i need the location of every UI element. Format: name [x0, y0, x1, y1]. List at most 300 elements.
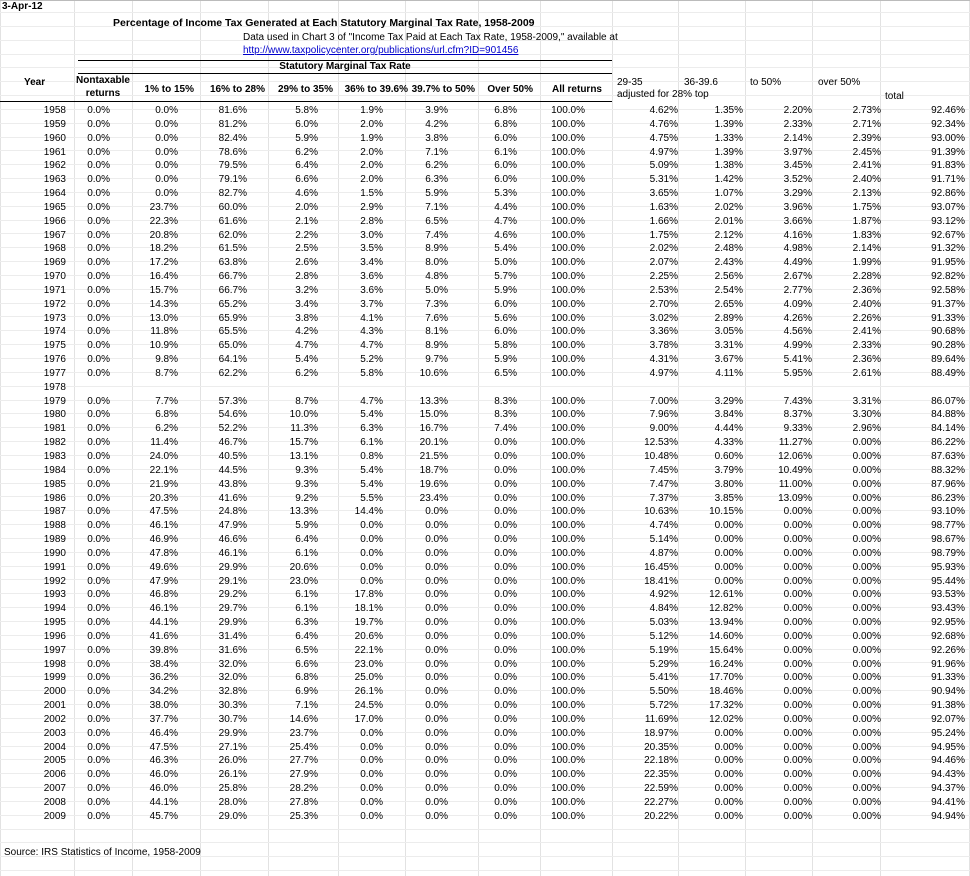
cell-nontaxable: 0.0%	[87, 229, 110, 241]
cell-total: 91.71%	[931, 174, 965, 186]
cell-r39-50: 0.0%	[425, 575, 448, 587]
cell-adj-over-50: 2.40%	[852, 298, 881, 310]
cell-all-returns: 100.0%	[551, 340, 585, 352]
cell-adj-36-39: 1.39%	[714, 118, 743, 130]
cell-r29-35: 3.4%	[295, 298, 318, 310]
cell-adj-36-39: 3.31%	[714, 340, 743, 352]
cell-r29-35: 23.7%	[289, 727, 318, 739]
cell-r39-50: 8.9%	[425, 243, 448, 255]
cell-adj-36-39: 4.44%	[714, 423, 743, 435]
cell-nontaxable: 0.0%	[87, 174, 110, 186]
cell-adj-29-35: 1.75%	[649, 229, 678, 241]
cell-r36-39: 3.6%	[360, 284, 383, 296]
cell-r16-28: 29.2%	[218, 589, 247, 601]
cell-r39-50: 0.0%	[425, 603, 448, 615]
cell-over-50: 5.8%	[494, 340, 517, 352]
col-header-16-28: 16% to 28%	[209, 84, 265, 95]
cell-r1-15: 47.8%	[149, 547, 178, 559]
cell-r16-28: 66.7%	[218, 284, 247, 296]
cell-r36-39: 5.5%	[360, 492, 383, 504]
cell-all-returns: 100.0%	[551, 146, 585, 158]
cell-all-returns: 100.0%	[551, 644, 585, 656]
cell-adj-over-50: 0.00%	[852, 644, 881, 656]
cell-r16-28: 54.6%	[218, 409, 247, 421]
cell-adj-over-50: 2.41%	[852, 326, 881, 338]
cell-nontaxable: 0.0%	[87, 132, 110, 144]
cell-adj-36-39: 1.38%	[714, 160, 743, 172]
cell-nontaxable: 0.0%	[87, 755, 110, 767]
cell-adj-to-50: 9.33%	[783, 423, 812, 435]
cell-adj-36-39: 0.00%	[714, 575, 743, 587]
cell-total: 93.00%	[931, 132, 965, 144]
cell-over-50: 0.0%	[494, 492, 517, 504]
cell-adj-to-50: 2.33%	[783, 118, 812, 130]
cell-adj-to-50: 0.00%	[783, 575, 812, 587]
cell-r29-35: 28.2%	[289, 783, 318, 795]
cell-adj-36-39: 3.85%	[714, 492, 743, 504]
cell-r29-35: 6.1%	[295, 589, 318, 601]
cell-r29-35: 6.0%	[295, 118, 318, 130]
cell-adj-to-50: 10.49%	[778, 464, 812, 476]
cell-nontaxable: 0.0%	[87, 118, 110, 130]
cell-r29-35: 9.3%	[295, 478, 318, 490]
cell-adj-over-50: 0.00%	[852, 686, 881, 698]
cell-over-50: 0.0%	[494, 741, 517, 753]
cell-adj-36-39: 4.11%	[715, 367, 743, 379]
cell-r29-35: 6.2%	[295, 367, 318, 379]
cell-total: 91.83%	[931, 160, 965, 172]
cell-adj-to-50: 7.43%	[783, 395, 812, 407]
cell-adj-over-50: 2.96%	[852, 423, 881, 435]
cell-total: 95.93%	[931, 561, 965, 573]
cell-adj-29-35: 1.63%	[649, 201, 678, 213]
cell-r29-35: 9.2%	[295, 492, 318, 504]
cell-adj-29-35: 5.50%	[649, 686, 678, 698]
cell-adj-29-35: 3.65%	[649, 188, 678, 200]
cell-adj-to-50: 13.09%	[778, 492, 812, 504]
cell-r16-28: 46.1%	[218, 547, 247, 559]
cell-r29-35: 4.2%	[295, 326, 318, 338]
cell-r16-28: 47.9%	[218, 520, 247, 532]
cell-adj-to-50: 0.00%	[783, 713, 812, 725]
cell-total: 93.07%	[931, 201, 965, 213]
cell-over-50: 6.8%	[494, 118, 517, 130]
cell-r39-50: 23.4%	[419, 492, 448, 504]
cell-adj-over-50: 0.00%	[852, 672, 881, 684]
cell-over-50: 0.0%	[494, 630, 517, 642]
cell-r29-35: 27.7%	[289, 755, 318, 767]
cell-r1-15: 34.2%	[149, 686, 178, 698]
cell-nontaxable: 0.0%	[87, 686, 110, 698]
cell-adj-to-50: 11.27%	[778, 437, 812, 449]
cell-adj-29-35: 5.29%	[649, 658, 678, 670]
cell-r29-35: 4.7%	[295, 340, 318, 352]
cell-r1-15: 0.0%	[155, 146, 178, 158]
cell-adj-36-39: 2.01%	[714, 215, 743, 227]
cell-year: 1977	[43, 367, 66, 379]
cell-r1-15: 0.0%	[155, 118, 178, 130]
cell-adj-36-39: 0.00%	[714, 783, 743, 795]
cell-r36-39: 0.8%	[360, 451, 383, 462]
cell-r36-39: 3.4%	[360, 257, 383, 269]
cell-r29-35: 10.0%	[289, 409, 318, 421]
cell-r39-50: 0.0%	[425, 561, 448, 573]
cell-r39-50: 0.0%	[425, 672, 448, 684]
cell-adj-36-39: 17.70%	[709, 672, 743, 684]
cell-r1-15: 11.8%	[150, 326, 178, 338]
cell-r36-39: 2.8%	[360, 215, 383, 227]
cell-over-50: 8.3%	[494, 395, 517, 407]
cell-total: 95.44%	[931, 575, 965, 587]
cell-adj-36-39: 0.00%	[714, 810, 743, 822]
cell-year: 2007	[43, 783, 66, 795]
cell-adj-36-39: 0.00%	[714, 561, 743, 573]
cell-adj-over-50: 0.00%	[852, 630, 881, 642]
cell-r36-39: 0.0%	[360, 547, 383, 559]
cell-all-returns: 100.0%	[551, 561, 585, 573]
cell-nontaxable: 0.0%	[87, 298, 110, 310]
cell-over-50: 0.0%	[494, 658, 517, 670]
cell-r29-35: 6.6%	[295, 174, 318, 186]
cell-year: 1994	[43, 603, 66, 615]
cell-adj-36-39: 15.64%	[709, 644, 743, 656]
cell-over-50: 0.0%	[494, 520, 517, 532]
cell-adj-over-50: 2.71%	[852, 118, 881, 130]
cell-nontaxable: 0.0%	[87, 451, 110, 462]
cell-nontaxable: 0.0%	[87, 589, 110, 601]
cell-nontaxable: 0.0%	[87, 395, 110, 407]
cell-adj-over-50: 2.41%	[852, 160, 881, 172]
cell-r39-50: 0.0%	[425, 589, 448, 601]
cell-r1-15: 17.2%	[149, 257, 178, 269]
cell-year: 1995	[43, 617, 66, 629]
cell-adj-29-35: 5.31%	[649, 174, 678, 186]
cell-r1-15: 0.0%	[155, 132, 178, 144]
cell-year: 1976	[43, 354, 66, 366]
cell-adj-over-50: 2.13%	[852, 188, 881, 200]
cell-all-returns: 100.0%	[551, 451, 585, 462]
cell-all-returns: 100.0%	[551, 783, 585, 795]
cell-r29-35: 23.0%	[289, 575, 318, 587]
cell-adj-29-35: 20.35%	[644, 741, 678, 753]
cell-over-50: 8.3%	[494, 409, 517, 421]
cell-over-50: 0.0%	[494, 713, 517, 725]
cell-all-returns: 100.0%	[551, 395, 585, 407]
cell-r16-28: 65.2%	[218, 298, 247, 310]
cell-all-returns: 100.0%	[551, 575, 585, 587]
cell-over-50: 6.8%	[494, 105, 517, 116]
cell-over-50: 0.0%	[494, 603, 517, 615]
col-header-39-50: 39.7% to 50%	[411, 84, 475, 95]
cell-r1-15: 8.7%	[155, 367, 178, 379]
cell-year: 1997	[43, 644, 66, 656]
cell-r39-50: 7.1%	[425, 201, 448, 213]
col-header-1-15: 1% to 15%	[144, 84, 194, 95]
cell-r16-28: 29.7%	[218, 603, 247, 615]
cell-r16-28: 31.6%	[218, 644, 247, 656]
cell-adj-29-35: 5.12%	[649, 630, 678, 642]
cell-adj-to-50: 5.95%	[783, 367, 812, 379]
cell-year: 1962	[43, 160, 66, 172]
cell-nontaxable: 0.0%	[87, 810, 110, 822]
cell-r16-28: 29.0%	[218, 810, 247, 822]
cell-adj-over-50: 2.61%	[852, 367, 881, 379]
cell-adj-to-50: 8.37%	[783, 409, 812, 421]
cell-nontaxable: 0.0%	[87, 741, 110, 753]
cell-r29-35: 6.9%	[295, 686, 318, 698]
cell-year: 1981	[43, 423, 66, 435]
cell-r16-28: 24.8%	[218, 506, 247, 518]
cell-total: 86.22%	[931, 437, 965, 449]
col-header-all-returns: All returns	[551, 84, 602, 95]
cell-adj-to-50: 0.00%	[783, 755, 812, 767]
cell-r39-50: 18.7%	[419, 464, 448, 476]
cell-total: 88.32%	[931, 464, 965, 476]
cell-total: 95.24%	[931, 727, 965, 739]
cell-r29-35: 2.5%	[295, 243, 318, 255]
cell-r39-50: 0.0%	[425, 700, 448, 712]
cell-over-50: 5.0%	[494, 257, 517, 269]
cell-adj-29-35: 4.97%	[649, 367, 678, 379]
cell-adj-to-50: 0.00%	[783, 644, 812, 656]
cell-total: 98.79%	[931, 547, 965, 559]
cell-all-returns: 100.0%	[551, 534, 585, 546]
cell-all-returns: 100.0%	[551, 174, 585, 186]
cell-total: 89.64%	[931, 354, 965, 366]
cell-adj-36-39: 1.33%	[714, 132, 743, 144]
cell-adj-to-50: 0.00%	[783, 534, 812, 546]
cell-adj-over-50: 2.39%	[852, 132, 881, 144]
cell-r29-35: 6.3%	[295, 617, 318, 629]
cell-r39-50: 0.0%	[425, 810, 448, 822]
cell-adj-to-50: 2.67%	[783, 271, 812, 283]
cell-adj-over-50: 1.75%	[852, 201, 881, 213]
cell-total: 94.46%	[931, 755, 965, 767]
cell-nontaxable: 0.0%	[87, 658, 110, 670]
cell-nontaxable: 0.0%	[87, 547, 110, 559]
cell-nontaxable: 0.0%	[87, 367, 110, 379]
cell-adj-36-39: 18.46%	[709, 686, 743, 698]
cell-total: 92.68%	[931, 630, 965, 642]
cell-r1-15: 6.8%	[155, 409, 178, 421]
cell-r39-50: 0.0%	[425, 506, 448, 518]
cell-adj-36-39: 16.24%	[709, 658, 743, 670]
col-header-right-36-39: 36-39.6	[684, 77, 718, 88]
cell-all-returns: 100.0%	[551, 188, 585, 200]
cell-r1-15: 20.3%	[149, 492, 178, 504]
cell-over-50: 0.0%	[494, 478, 517, 490]
cell-r29-35: 6.2%	[295, 146, 318, 158]
cell-r36-39: 1.9%	[360, 132, 383, 144]
cell-r36-39: 0.0%	[360, 755, 383, 767]
cell-over-50: 4.7%	[494, 215, 517, 227]
cell-total: 90.68%	[931, 326, 965, 338]
cell-nontaxable: 0.0%	[87, 160, 110, 172]
cell-r1-15: 46.4%	[149, 727, 178, 739]
cell-adj-36-39: 1.39%	[714, 146, 743, 158]
cell-adj-over-50: 0.00%	[852, 617, 881, 629]
cell-r1-15: 23.7%	[149, 201, 178, 213]
source-link[interactable]: http://www.taxpolicycenter.org/publications/url.cfm?ID=901456	[243, 45, 519, 56]
cell-adj-to-50: 0.00%	[783, 506, 812, 518]
cell-total: 91.38%	[931, 700, 965, 712]
cell-r16-28: 44.5%	[218, 464, 247, 476]
cell-year: 2005	[43, 755, 66, 767]
cell-r29-35: 27.9%	[289, 769, 318, 781]
cell-over-50: 6.0%	[494, 132, 517, 144]
cell-adj-29-35: 4.62%	[649, 105, 678, 116]
cell-nontaxable: 0.0%	[87, 492, 110, 504]
cell-r29-35: 6.5%	[295, 644, 318, 656]
cell-r39-50: 0.0%	[425, 630, 448, 642]
cell-total: 92.07%	[931, 713, 965, 725]
cell-adj-to-50: 2.20%	[783, 105, 812, 116]
cell-adj-29-35: 5.09%	[649, 160, 678, 172]
cell-r16-28: 30.7%	[218, 713, 247, 725]
cell-adj-29-35: 5.41%	[649, 672, 678, 684]
cell-r1-15: 44.1%	[149, 617, 178, 629]
cell-nontaxable: 0.0%	[87, 617, 110, 629]
cell-year: 1993	[43, 589, 66, 601]
cell-r36-39: 25.0%	[354, 672, 383, 684]
cell-r16-28: 65.9%	[218, 312, 247, 324]
cell-r39-50: 8.1%	[425, 326, 448, 338]
cell-nontaxable: 0.0%	[87, 769, 110, 781]
cell-total: 98.77%	[931, 520, 965, 532]
cell-r36-39: 0.0%	[360, 520, 383, 532]
cell-adj-over-50: 0.00%	[852, 492, 881, 504]
cell-r39-50: 10.6%	[419, 367, 448, 379]
cell-total: 91.37%	[931, 298, 965, 310]
cell-total: 92.95%	[931, 617, 965, 629]
cell-r39-50: 5.0%	[425, 284, 448, 296]
cell-adj-29-35: 10.63%	[644, 506, 678, 518]
cell-adj-29-35: 22.18%	[644, 755, 678, 767]
cell-adj-over-50: 1.87%	[852, 215, 881, 227]
cell-over-50: 0.0%	[494, 686, 517, 698]
cell-adj-to-50: 0.00%	[783, 686, 812, 698]
cell-adj-29-35: 4.87%	[649, 547, 678, 559]
cell-r29-35: 11.3%	[290, 423, 318, 435]
cell-adj-36-39: 12.02%	[709, 713, 743, 725]
cell-nontaxable: 0.0%	[87, 257, 110, 269]
cell-over-50: 0.0%	[494, 783, 517, 795]
cell-r1-15: 0.0%	[155, 188, 178, 200]
cell-adj-to-50: 0.00%	[783, 630, 812, 642]
cell-adj-29-35: 9.00%	[649, 423, 678, 435]
cell-all-returns: 100.0%	[551, 464, 585, 476]
cell-r36-39: 0.0%	[360, 575, 383, 587]
cell-adj-over-50: 2.26%	[852, 312, 881, 324]
cell-over-50: 7.4%	[494, 423, 517, 435]
cell-r29-35: 6.6%	[295, 658, 318, 670]
cell-adj-over-50: 0.00%	[852, 561, 881, 573]
cell-r36-39: 4.7%	[360, 395, 383, 407]
cell-r36-39: 18.1%	[354, 603, 383, 615]
cell-adj-29-35: 2.02%	[649, 243, 678, 255]
cell-r1-15: 9.8%	[155, 354, 178, 366]
cell-r16-28: 31.4%	[218, 630, 247, 642]
cell-year: 1987	[43, 506, 66, 518]
cell-adj-29-35: 4.74%	[649, 520, 678, 532]
cell-year: 2002	[43, 713, 66, 725]
cell-adj-over-50: 0.00%	[852, 534, 881, 546]
cell-r39-50: 5.9%	[425, 188, 448, 200]
cell-adj-36-39: 0.00%	[714, 769, 743, 781]
cell-adj-over-50: 2.73%	[852, 105, 881, 116]
cell-adj-29-35: 4.92%	[649, 589, 678, 601]
cell-nontaxable: 0.0%	[87, 727, 110, 739]
cell-nontaxable: 0.0%	[87, 409, 110, 421]
cell-r36-39: 0.0%	[360, 727, 383, 739]
cell-r29-35: 6.1%	[295, 603, 318, 615]
cell-all-returns: 100.0%	[551, 630, 585, 642]
cell-r39-50: 16.7%	[419, 423, 448, 435]
cell-adj-36-39: 3.05%	[714, 326, 743, 338]
cell-r36-39: 0.0%	[360, 534, 383, 546]
cell-r16-28: 26.0%	[218, 755, 247, 767]
cell-r29-35: 8.7%	[295, 395, 318, 407]
cell-nontaxable: 0.0%	[87, 215, 110, 227]
cell-all-returns: 100.0%	[551, 520, 585, 532]
cell-r1-15: 15.7%	[149, 284, 178, 296]
cell-all-returns: 100.0%	[551, 478, 585, 490]
cell-adj-29-35: 4.75%	[649, 132, 678, 144]
sheet-title: Percentage of Income Tax Generated at Each Statutory Marginal Tax Rate, 1958-2009	[113, 17, 535, 29]
cell-over-50: 0.0%	[494, 617, 517, 629]
cell-r16-28: 25.8%	[218, 783, 247, 795]
cell-adj-to-50: 4.26%	[783, 312, 812, 324]
cell-r16-28: 61.6%	[218, 215, 247, 227]
cell-r1-15: 45.7%	[149, 810, 178, 822]
cell-adj-36-39: 14.60%	[709, 630, 743, 642]
cell-adj-29-35: 5.14%	[649, 534, 678, 546]
cell-r1-15: 46.0%	[149, 769, 178, 781]
cell-adj-to-50: 0.00%	[783, 783, 812, 795]
cell-total: 92.82%	[931, 271, 965, 283]
cell-total: 91.33%	[931, 312, 965, 324]
cell-adj-over-50: 0.00%	[852, 520, 881, 532]
cell-adj-to-50: 0.00%	[783, 700, 812, 712]
cell-r16-28: 78.6%	[218, 146, 247, 158]
cell-total: 94.94%	[931, 810, 965, 822]
cell-r16-28: 81.2%	[218, 118, 247, 130]
cell-year: 1972	[43, 298, 66, 310]
cell-adj-to-50: 4.99%	[783, 340, 812, 352]
cell-adj-29-35: 3.78%	[649, 340, 678, 352]
cell-r36-39: 0.0%	[360, 810, 383, 822]
cell-adj-36-39: 13.94%	[709, 617, 743, 629]
cell-total: 91.32%	[931, 243, 965, 255]
cell-adj-29-35: 7.37%	[649, 492, 678, 504]
cell-adj-over-50: 0.00%	[852, 783, 881, 795]
cell-adj-over-50: 0.00%	[852, 658, 881, 670]
cell-total: 94.41%	[931, 797, 965, 808]
cell-adj-to-50: 4.56%	[783, 326, 812, 338]
cell-year: 1998	[43, 658, 66, 670]
cell-total: 93.43%	[931, 603, 965, 615]
cell-r1-15: 46.9%	[149, 534, 178, 546]
cell-adj-over-50: 0.00%	[852, 810, 881, 822]
cell-r16-28: 29.9%	[218, 727, 247, 739]
cell-r1-15: 11.4%	[150, 437, 178, 449]
cell-r36-39: 3.7%	[360, 298, 383, 310]
cell-over-50: 6.0%	[494, 326, 517, 338]
cell-r1-15: 44.1%	[149, 797, 178, 808]
cell-r39-50: 0.0%	[425, 520, 448, 532]
cell-adj-over-50: 0.00%	[852, 589, 881, 601]
cell-adj-to-50: 0.00%	[783, 603, 812, 615]
